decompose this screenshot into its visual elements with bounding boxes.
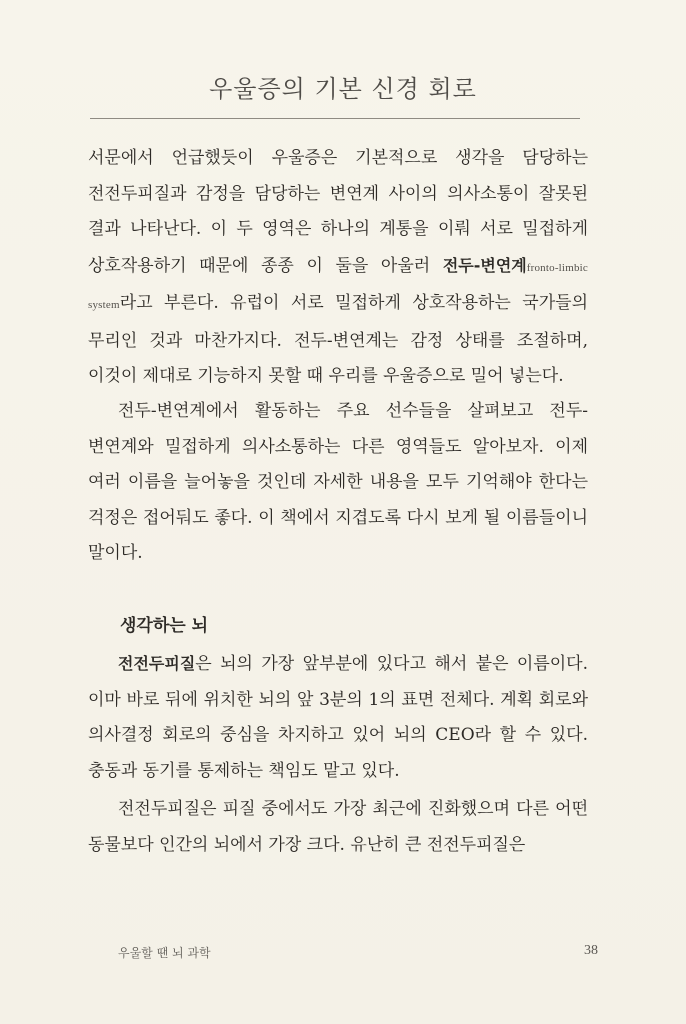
paragraph-intro <box>88 141 588 395</box>
paragraph-intro-text-a: 서문에서 언급했듯이 우울증은 기본적으로 생각을 담당하는 전전두피질과 감정을 담당하는 변연계 사이의 의사소통이 잘못된 결과 나타난다. 이 두 영역은 하나의 계통을 이뤄 서로 밀접하게 상호작용하기 때문에 종종 이 둘을 아울러 <box>88 148 588 276</box>
section-heading: 생각하는 뇌 <box>120 616 209 636</box>
paragraph-overview: 전두-변연계에서 활동하는 주요 선수들을 살펴보고 전두-변연계와 밀접하게 의사소통하는 다른 영역들도 알아보자. 이제 여러 이름을 늘어놓을 것인데 자세한 내용을 모두 기억해야 한다는 걱정은 접어둬도 좋다. 이 책에서 지겹도록 다시 보게 될 이름들이니 말이다. <box>88 401 588 563</box>
running-footer-title: 우울할 땐 뇌 과학 <box>118 946 211 960</box>
page-number: 38 <box>584 943 598 958</box>
chapter-title: 우울증의 기본 신경 회로 <box>209 75 477 103</box>
paragraph-prefrontal-text: 은 뇌의 가장 앞부분에 있다고 해서 붙은 이름이다. 이마 바로 뒤에 위치한 뇌의 앞 3분의 1의 표면 전체다. 계획 회로와 의사결정 회로의 중심을 차지하고 있어 뇌의 CEO라 할 수 있다. 충동과 동기를 통제하는 책임도 맡고 있다. <box>88 654 588 781</box>
paragraph-prefrontal <box>88 646 588 789</box>
paragraph-intro-text-b: 라고 부른다. 유럽이 서로 밀접하게 상호작용하는 국가들의 무리인 것과 마찬가지다. 전두-변연계는 감정 상태를 조절하며, 이것이 제대로 기능하지 못할 때 우리를 우울증으로 밀어 넣는다. <box>88 293 588 386</box>
term-fronto-limbic-ko: 전두-변연계 <box>442 255 527 275</box>
paragraph-prefrontal-evolution: 전전두피질은 피질 중에서도 가장 최근에 진화했으며 다른 어떤 동물보다 인간의 뇌에서 가장 크다. 유난히 큰 전전두피질은 <box>88 799 588 855</box>
term-prefrontal-cortex: 전전두피질 <box>118 654 196 673</box>
term-fronto-limbic-en: fronto-limbic system <box>88 261 588 311</box>
title-divider <box>90 118 580 119</box>
